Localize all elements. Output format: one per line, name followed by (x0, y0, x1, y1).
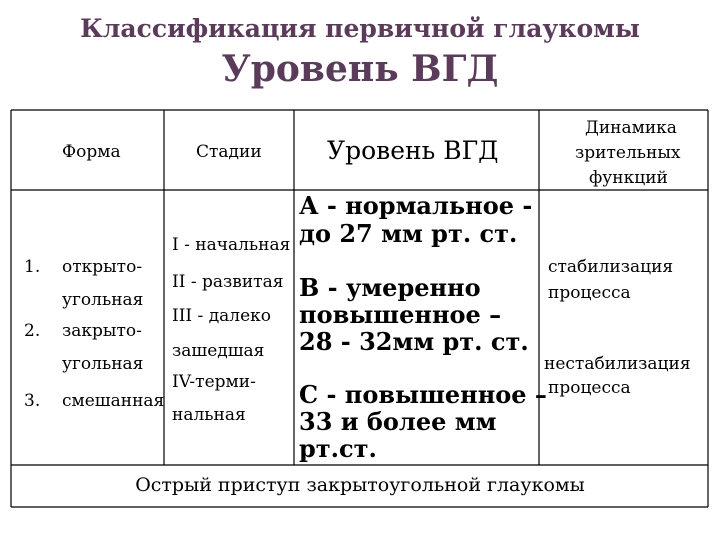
table-footer: Острый приступ закрытоугольной глаукомы (135, 474, 585, 496)
header-iop-level: Уровень ВГД (327, 136, 499, 165)
stage-line: зашедшая (172, 341, 265, 361)
stage-line: нальная (172, 405, 246, 425)
iop-line: С - повышенное – (299, 380, 547, 409)
iop-line: В - умеренно (299, 273, 481, 302)
dynamics-line: нестабилизация (544, 354, 691, 374)
header-form: Форма (62, 142, 121, 162)
stage-line: II - развитая (172, 272, 284, 292)
header-stages: Стадии (196, 142, 262, 162)
title-line-2: Уровень ВГД (221, 48, 499, 90)
form-text: смешанная (62, 391, 165, 411)
header-dynamics-line-3: функций (589, 168, 668, 188)
iop-line: 33 и более мм (299, 407, 497, 436)
form-text: угольная (62, 290, 144, 310)
form-number: 2. (24, 321, 41, 341)
stage-line: I - начальная (172, 235, 291, 255)
iop-line: повышенное – (299, 300, 502, 329)
dynamics-line: стабилизация (548, 257, 674, 277)
header-dynamics-line-2: зрительных (575, 143, 681, 163)
dynamics-line: процесса (548, 283, 631, 303)
stage-line: IV-терми- (172, 372, 256, 392)
form-number: 1. (24, 257, 41, 277)
dynamics-line: процесса (548, 378, 631, 398)
header-dynamics-line-1: Динамика (585, 118, 677, 138)
form-text: закрыто- (62, 321, 142, 341)
form-number: 3. (24, 391, 41, 411)
stage-line: III - далеко (172, 306, 272, 326)
iop-line: 28 - 32мм рт. ст. (299, 327, 529, 356)
iop-line: рт.ст. (299, 434, 377, 463)
form-text: угольная (62, 354, 144, 374)
title-line-1: Классификация первичной глаукомы (80, 14, 640, 43)
iop-line: А - нормальное - (299, 191, 533, 220)
iop-line: до 27 мм рт. ст. (299, 219, 518, 248)
form-text: открыто- (62, 257, 143, 277)
